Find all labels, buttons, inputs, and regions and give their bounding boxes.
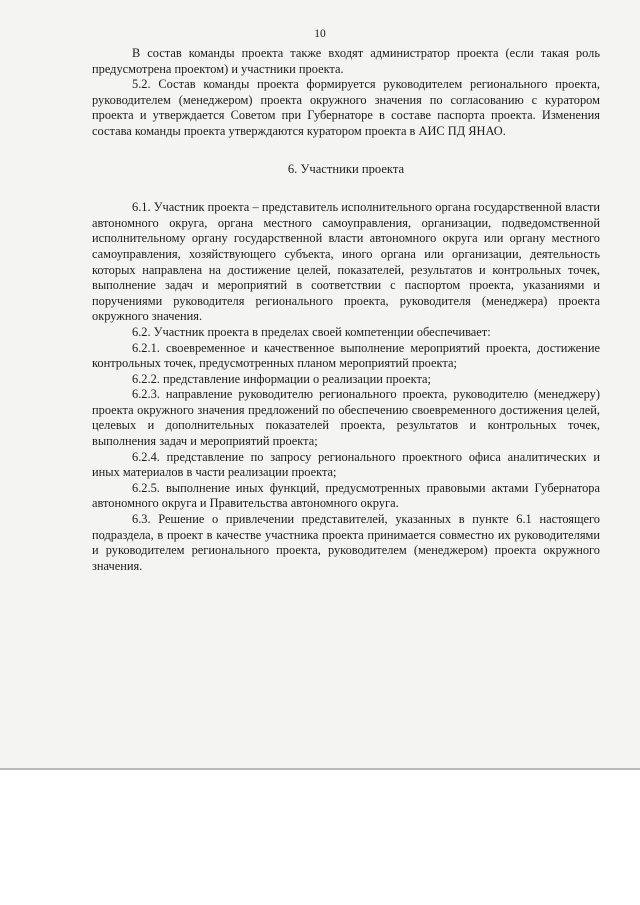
paragraph-6-2: 6.2. Участник проекта в пределах своей компетенции обеспечивает: xyxy=(132,324,491,339)
paragraph-6-2-2: 6.2.2. представление информации о реализации проекта; xyxy=(132,371,431,386)
paragraph-6-2-5: 6.2.5. выполнение иных функций, предусмотренных правовыми актами Губернатора автономного округа и Правительства автономного округа. xyxy=(92,480,600,511)
blank-area xyxy=(0,770,640,905)
paragraph-6-3: 6.3. Решение о привлечении представителей, указанных в пункте 6.1 настоящего подраздела, в проект в качестве участника проекта принимается совместно их руководителями и руководителем регионального проекта, руководителем (менеджером) проекта окружного значения. xyxy=(92,512,600,573)
paragraph-team-composition: В состав команды проекта также входят администратор проекта (если такая роль предусмотрена проектом) и участники проекта. xyxy=(92,46,600,76)
paragraph-6-2-4: 6.2.4. представление по запросу регионального проектного офиса аналитических и иных материалов в части реализации проекта; xyxy=(92,449,600,480)
paragraph-6-1: 6.1. Участник проекта – представитель исполнительного органа государственной власти автономного округа, органа местного самоуправления, организации, подведомственной исполнительному органу государственной власти автономного округа или органу местного самоуправления, хозяйствующего субъекта, иного органа или организации, деятельность которых направлена на достижение целей, показателей, результатов и контрольных точек, выполнение задач и мероприятий в соответствии с паспортом проекта, указаниями и поручениями руководителя регионального проекта, руководителя (менеджера) проекта окружного значения. xyxy=(92,200,600,324)
page-number: 10 xyxy=(314,28,326,40)
paragraph-5-2: 5.2. Состав команды проекта формируется руководителем регионального проекта, руководителем (менеджером) проекта окружного значения по согласованию с куратором проекта и утверждается Советом при Губернаторе в составе паспорта проекта. Изменения состава команды проекта утверждаются куратором проекта в АИС ПД ЯНАО. xyxy=(92,77,600,138)
paragraph-6-2-1: 6.2.1. своевременное и качественное выполнение мероприятий проекта, достижение контрольных точек, предусмотренных планом мероприятий проекта; xyxy=(92,340,600,371)
paragraph-6-2-3: 6.2.3. направление руководителю регионального проекта, руководителю (менеджеру) проекта окружного значения предложений по обеспечению своевременного достижения целей, целевых и дополнительных показателей проекта, результатов и контрольных точек, выполнения задач и мероприятий проекта; xyxy=(92,387,600,449)
document-body xyxy=(92,46,600,574)
section-heading: 6. Участники проекта xyxy=(287,161,405,176)
